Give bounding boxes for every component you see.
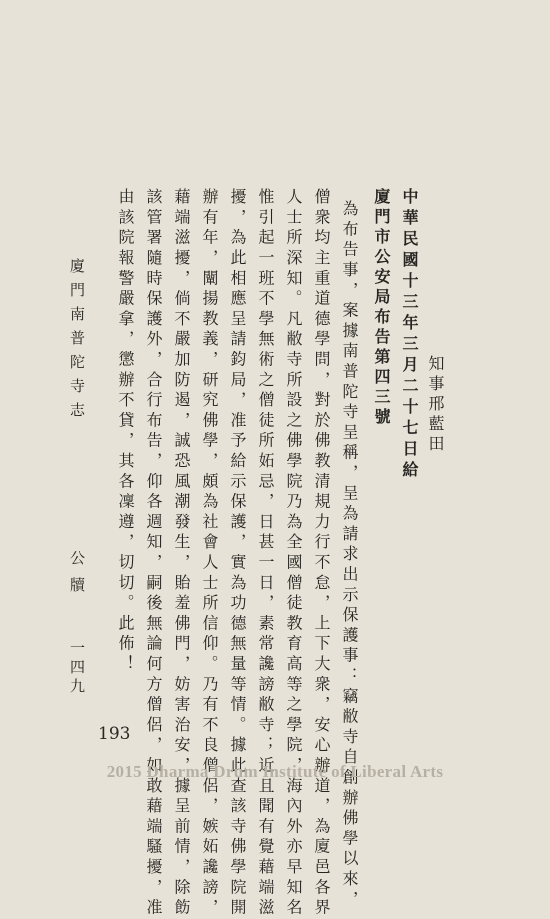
body-column: 由該院報警嚴拿，懲辦不貸，其各凜遵，切切。此佈！ [116, 188, 135, 676]
body-column: 惟引起一班不學無術之僧徒所妬忌，日甚一日，素常讒謗敝寺；近且聞有覺藉端滋 [256, 188, 275, 919]
footer-book-title: 廈門南普陀寺志 [68, 258, 86, 426]
notice-title: 廈門市公安局布告第四三號 [372, 188, 391, 428]
body-column: 辦有年，闡揚教義，研究佛學，頗為社會人士所信仰。乃有不良僧侶，嫉妬讒謗， [200, 188, 219, 919]
body-column: 該管署隨時保護外，合行布告，仰各週知，嗣後無論何方僧侶，如敢藉端騷擾，准 [144, 188, 163, 919]
footer-section: 公牘 [68, 550, 86, 604]
body-column: 擾，為此相應呈請鈞局，准予給示保護，實為功德無量等情。據此查該寺佛學院開 [228, 188, 247, 919]
body-column: 僧衆均主重道德學問，對於佛教清規力行不怠，上下大衆，安心辦道，為廈邑各界 [312, 188, 331, 919]
date-line: 中華民國十三年三月二十七日給 [400, 188, 419, 482]
author-line: 知事邢藍田 [426, 355, 445, 455]
body-column: 為布告事，案據南普陀寺呈稱，呈為請求出示保護事：竊敝寺自創辦佛學以來， [340, 200, 359, 911]
body-column: 藉端滋擾，倘不嚴加防遏，誠恐風潮發生，貽羞佛門，妨害治安，據呈前情，除飭 [172, 188, 191, 919]
page-number: 193 [98, 724, 131, 744]
watermark: 2015 Dharma Drum Institute of Liberal Arts [106, 762, 444, 781]
body-column: 人士所深知。凡敝寺所設之佛學院乃為全國僧徒教育高等之學院，海內外亦早知名 [284, 188, 303, 919]
footer-page-cjk: 一四九 [68, 640, 86, 697]
bleed-through-text [508, 180, 530, 740]
